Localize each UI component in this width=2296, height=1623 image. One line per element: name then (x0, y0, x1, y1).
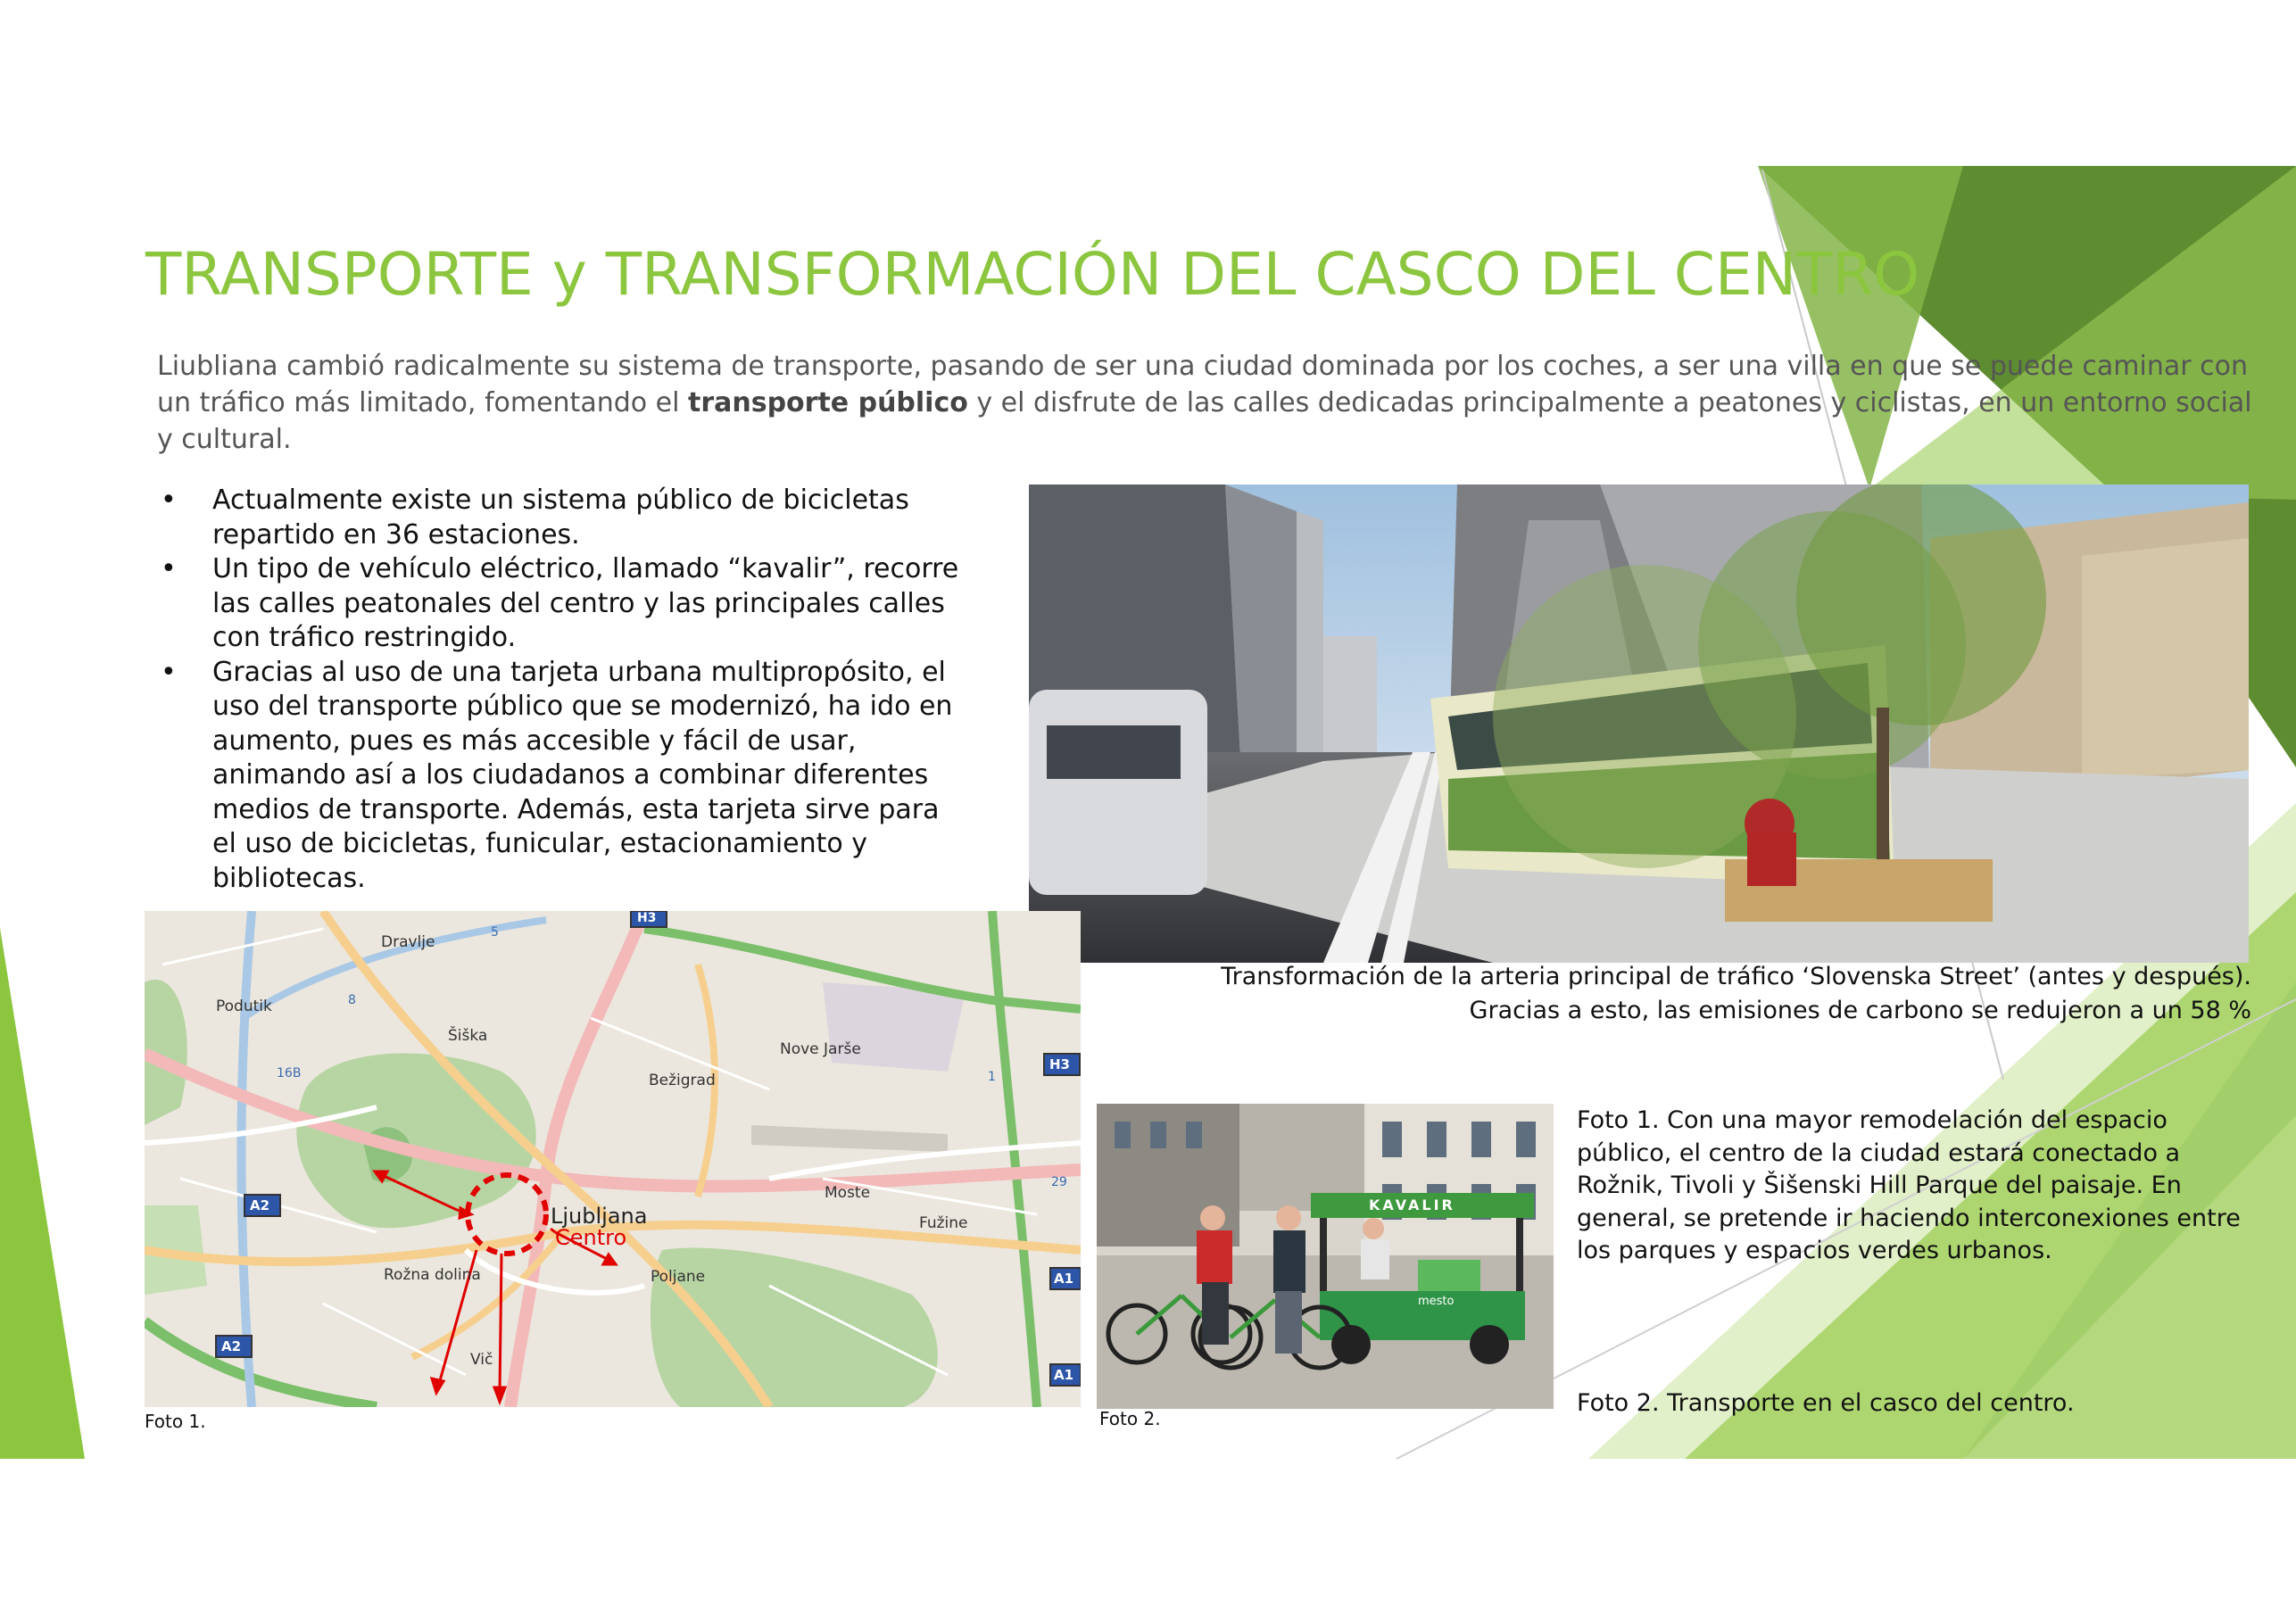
city-map (145, 911, 1081, 1407)
map-label-poljane: Poljane (651, 1268, 706, 1286)
bullet-list (157, 484, 960, 896)
foto2-label: Foto 2. (1099, 1408, 1161, 1429)
bullet-icon: • (161, 553, 177, 584)
street-caption (1151, 960, 2251, 1028)
road-shield-h3-right: H3 (1049, 1056, 1070, 1072)
bullet-icon: • (161, 656, 177, 688)
map-label-vic: Vič (470, 1351, 493, 1369)
kavalir-sign: KAVALIR (1369, 1197, 1455, 1213)
intro-text-start: Liubliana cambió radicalmente su sistema de transporte, pasando de ser una ciudad dominada por los coches, a ser una villa en que se puede caminar con un tráfico más limitado, fomentando el (157, 351, 2248, 418)
foto1-label: Foto 1. (145, 1411, 206, 1432)
street-caption-line1: Transformación de la arteria principal de tráfico ‘Slovenska Street’ (antes y después). (1221, 963, 2251, 990)
map-label-fuzine: Fužine (919, 1214, 968, 1232)
road-shield-a1-right: A1 (1054, 1271, 1074, 1287)
map-label-centro: Centro (555, 1225, 627, 1250)
map-label-rozna-dolina: Rožna dolina (384, 1266, 481, 1284)
bullet-item (157, 552, 960, 656)
map-label-bezigrad: Bežigrad (649, 1072, 716, 1089)
map-label-podutik: Podutik (216, 998, 272, 1015)
map-label-nove-jarse: Nove Jarše (780, 1040, 861, 1058)
intro-text-end: y el disfrute de las calles dedicadas principalmente a peatones y ciclistas, en un entorno social y cultural. (157, 387, 2252, 455)
map-label-ljubljana: Ljubljana (551, 1204, 648, 1229)
street-caption-line2: Gracias a esto, las emisiones de carbono se redujeron a un 58 % (1469, 997, 2251, 1024)
road-number-16b: 16B (277, 1066, 302, 1081)
intro-bold-text: transporte público (687, 387, 968, 418)
road-number-5: 5 (491, 925, 499, 940)
bullet-text: Un tipo de vehículo eléctrico, llamado “kavalir”, recorre las calles peatonales del centro y las principales calles con tráfico restringido. (212, 553, 959, 653)
road-number-8: 8 (348, 993, 356, 1007)
bullet-item (157, 484, 960, 552)
road-shield-a2-bottom: A2 (221, 1338, 242, 1354)
map-label-moste: Moste (825, 1184, 871, 1202)
mesto-sign: mesto (1418, 1295, 1455, 1308)
road-number-1: 1 (988, 1070, 996, 1084)
street-photo (1029, 484, 2249, 963)
road-shield-a1-bottom: A1 (1054, 1367, 1074, 1383)
bullet-icon: • (161, 484, 177, 516)
intro-paragraph (157, 348, 2254, 458)
foto2-description: Foto 2. Transporte en el casco del centro. (1577, 1389, 2075, 1417)
road-number-29: 29 (1051, 1175, 1067, 1189)
map-label-dravlje: Dravlje (381, 933, 435, 951)
road-shield-a2-left: A2 (250, 1197, 270, 1213)
road-shield-h3-top: H3 (637, 911, 657, 925)
kavalir-photo (1097, 1104, 1554, 1409)
map-label-siska: Šiška (448, 1027, 488, 1045)
bullet-text: Gracias al uso de una tarjeta urbana multipropósito, el uso del transporte público que se modernizó, ha ido en aumento, pues es más accesible y fácil de usar, animando así a los ciudadanos a combinar diferentes medios de transporte. Además, esta tarjeta sirve para el uso de bicicletas, funicular, estacionamiento y bibliotecas. (212, 656, 953, 894)
page-title: TRANSPORTE y TRANSFORMACIÓN DEL CASCO DEL CENTRO (145, 240, 1920, 309)
bullet-item (157, 656, 960, 897)
bullet-text: Actualmente existe un sistema público de bicicletas repartido en 36 estaciones. (212, 484, 909, 551)
foto1-description: Foto 1. Con una mayor remodelación del espacio público, el centro de la ciudad estará conectado a Rožnik, Tivoli y Šišenski Hill Parque del paisaje. En general, se pretende ir haciendo interconexiones entre los parques y espacios verdes urbanos. (1577, 1106, 2241, 1264)
